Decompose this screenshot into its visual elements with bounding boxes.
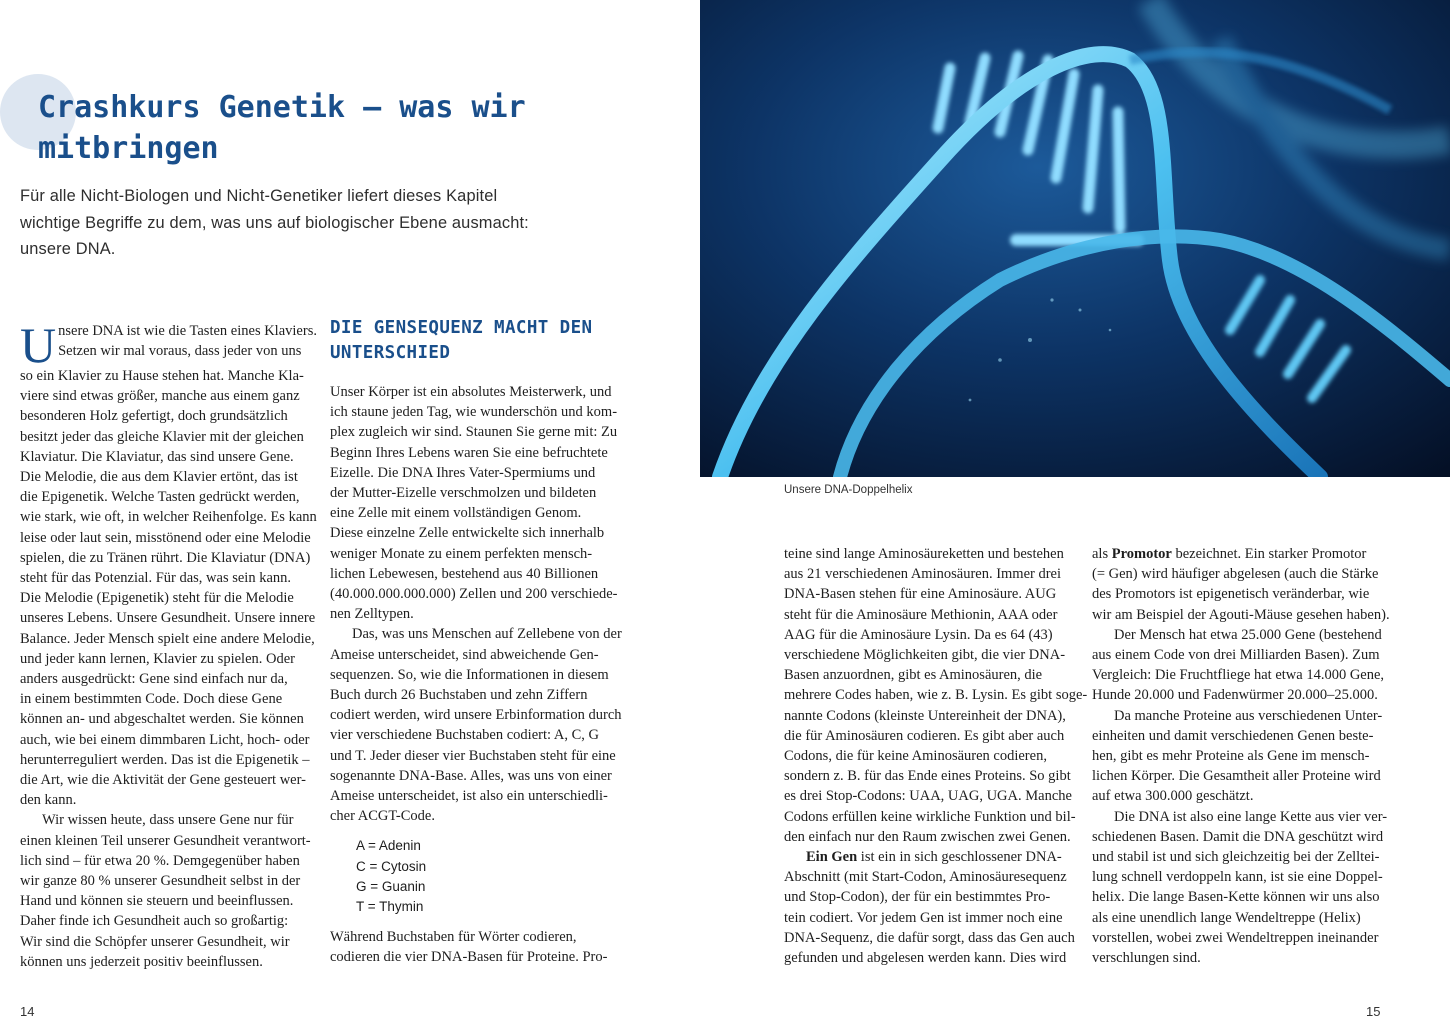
text-line: in einem bestimmten Code. Doch diese Gene xyxy=(20,691,283,708)
text-line: AAG für die Aminosäure Lysin. Da es 64 (43) xyxy=(784,626,1053,643)
text-line: die Art, wie die Aktivität der Gene gesteuert wer- xyxy=(20,772,306,789)
text-line: und T. Jeder dieser vier Buchstaben steht für eine xyxy=(330,747,616,764)
text-line: nen Zelltypen. xyxy=(330,606,414,623)
text-line: die für Aminosäuren codieren. Es gibt aber auch xyxy=(784,727,1065,744)
text-line: wie stark, wie oft, in welcher Reihenfolge. Es kann xyxy=(20,509,317,526)
text-line: Setzen wir mal voraus, dass jeder von uns xyxy=(58,343,302,360)
text-line: des Promotors ist epigenetisch veränderbar, wie xyxy=(1092,586,1370,603)
text-line: Wir sind die Schöpfer unserer Gesundheit, wir xyxy=(20,933,290,950)
bold-term: Promotor xyxy=(1111,546,1172,562)
paragraph xyxy=(330,382,620,624)
text-line: sequenzen. So, wie die Informationen in diesem xyxy=(330,666,609,683)
text-line: verschlungen sind. xyxy=(1092,950,1201,967)
text-line: teine sind lange Aminosäureketten und bestehen xyxy=(784,546,1064,562)
text-line: lichen Lebewesen, bestehend aus 40 Billionen xyxy=(330,565,599,582)
list-item: G = Guanin xyxy=(356,878,426,894)
text-line: Die Melodie, die aus dem Klavier ertönt, das ist xyxy=(20,469,298,486)
dna-base-list xyxy=(356,836,620,917)
text-line: Codons, die für keine Aminosäuren codieren, xyxy=(784,748,1047,765)
text-line: herunterreguliert werden. Das ist die Epigenetik – xyxy=(20,751,310,768)
paragraph xyxy=(330,927,620,967)
paragraph xyxy=(1092,564,1392,625)
text-line: die Epigenetik. Welche Tasten gedrückt werden, xyxy=(20,489,300,506)
text-column-1 xyxy=(20,317,317,972)
text-line: codiert werden, wird unsere Erbinformation durch xyxy=(330,707,622,724)
intro-line: Für alle Nicht-Biologen und Nicht-Genetiker liefert dieses Kapitel xyxy=(20,187,498,205)
text-line: auf etwa 300.000 geschätzt. xyxy=(1092,788,1254,805)
left-page xyxy=(0,0,700,1024)
text-line: Klaviatur. Die Klaviatur, das sind unsere Gene. xyxy=(20,448,294,465)
text-line: spielen, die zu Tränen rührt. Die Klaviatur (DNA) xyxy=(20,549,311,566)
text-fragment: bezeichnet. Ein starker Promotor xyxy=(1171,546,1367,562)
text-line: und stabil ist und sich gleichzeitig bei der Zelltei- xyxy=(1092,849,1380,866)
section-heading xyxy=(330,316,630,366)
paragraph xyxy=(1092,625,1392,706)
text-line: steht für die Aminosäure Methionin, AAA oder xyxy=(784,606,1058,623)
text-line: weniger Monate zu einem perfekten mensch- xyxy=(330,545,593,562)
text-line: Während Buchstaben für Wörter codieren, xyxy=(330,929,577,946)
text-line: sogenannte DNA-Base. Alles, was uns von einer xyxy=(330,767,612,784)
text-line: sondern z. B. für das Ende eines Proteins. So gibt xyxy=(784,768,1071,785)
text-line: aus einem Code von drei Milliarden Basen). Zum xyxy=(1092,647,1380,664)
text-line: Daher finde ich Gesundheit auch so großartig: xyxy=(20,913,289,930)
text-line: nsere DNA ist wie die Tasten eines Klaviers. xyxy=(58,323,317,339)
text-line: Abschnitt (mit Start-Codon, Aminosäuresequenz xyxy=(784,869,1067,886)
paragraph xyxy=(784,544,1088,847)
list-item: T = Thymin xyxy=(356,899,424,915)
text-line: mehrere Codes haben, wie z. B. Lysin. Es gibt soge- xyxy=(784,687,1088,704)
text-line: Eizelle. Die DNA Ihres Vater-Spermiums und xyxy=(330,464,596,481)
page-number-left: 14 xyxy=(20,1004,35,1019)
chapter-title xyxy=(38,87,638,169)
text-column-2 xyxy=(330,382,620,968)
text-line: DNA-Basen stehen für eine Aminosäure. AUG xyxy=(784,586,1057,603)
intro-line: unsere DNA. xyxy=(20,240,116,258)
text-line: besonderen Holz gefertigt, doch grundsätzlich xyxy=(20,408,288,425)
text-line: so ein Klavier zu Hause stehen hat. Manche Kla- xyxy=(20,368,304,384)
text-line: Vergleich: Die Fruchtfliege hat etwa 14.000 Gene, xyxy=(1092,667,1385,684)
paragraph xyxy=(20,810,311,972)
text-line: es drei Stop-Codons: UAA, UAG, UGA. Manche xyxy=(784,788,1072,805)
chapter-intro xyxy=(20,183,529,263)
text-line: lung schnell verdoppeln kann, ist sie eine Doppel- xyxy=(1092,869,1383,886)
text-line: Codons erfüllen keine wirkliche Funktion und bil- xyxy=(784,808,1076,825)
text-line: Hand und können sie steuern und beeinflussen. xyxy=(20,893,294,910)
list-item: A = Adenin xyxy=(356,838,421,854)
paragraph xyxy=(330,624,620,826)
text-line: (40.000.000.000.000) Zellen und 200 verschiede- xyxy=(330,586,618,603)
text-line: der Mutter-Eizelle verschmolzen und bildeten xyxy=(330,485,597,502)
text-line: verschiedene Möglichkeiten gibt, die vier DNA- xyxy=(784,647,1066,664)
paragraph xyxy=(20,366,317,810)
text-line: besitzt jeder das gleiche Klavier mit der gleichen xyxy=(20,428,304,445)
text-line: tein codiert. Vor jedem Gen ist immer noch eine xyxy=(784,909,1063,926)
text-line: anders ausgedrückt: Gene sind einfach nur da, xyxy=(20,671,288,688)
chapter-title-line: Crashkurs Genetik – was wir xyxy=(38,90,526,125)
text-line: einheiten und damit verschiedenen Genen beste- xyxy=(1092,727,1374,744)
text-line: Die Melodie (Epigenetik) steht für die Melodie xyxy=(20,590,294,607)
list-item: C = Cytosin xyxy=(356,858,427,874)
heading-line: UNTERSCHIED xyxy=(330,343,451,363)
text-line: steht für das Potenzial. Für das, was sein kann. xyxy=(20,570,292,587)
text-line: Der Mensch hat etwa 25.000 Gene (bestehend xyxy=(1114,626,1382,643)
text-fragment: ist ein in sich geschlossener DNA- xyxy=(857,849,1062,866)
text-line: lich sind – für etwa 20 %. Demgegenüber haben xyxy=(20,852,300,869)
drop-cap: U xyxy=(20,317,57,373)
dna-helix-photo xyxy=(700,0,1450,477)
paragraph xyxy=(784,847,1074,867)
text-fragment: als xyxy=(1092,546,1112,562)
text-line: Hunde 20.000 und Fadenwürmer 20.000–25.000. xyxy=(1092,687,1378,704)
paragraph xyxy=(1092,544,1392,564)
text-line: und jeder kann lernen, Klavier zu spielen. Oder xyxy=(20,650,295,667)
bold-term: Ein Gen xyxy=(806,849,858,866)
text-line: Basen anzuordnen, gibt es Aminosäuren, die xyxy=(784,667,1043,684)
chapter-title-line: mitbringen xyxy=(38,131,219,166)
text-line: (= Gen) wird häufiger abgelesen (auch die Stärke xyxy=(1092,566,1379,583)
dna-helix-illustration xyxy=(700,0,1450,477)
text-line: ich staune jeden Tag, wie wunderschön und kom- xyxy=(330,404,618,421)
text-line: Das, was uns Menschen auf Zellebene von der xyxy=(352,626,622,643)
text-line: den einfach nur den Raum zwischen zwei Genen. xyxy=(784,828,1071,845)
text-line: DNA-Sequenz, die dafür sorgt, dass das Gen auch xyxy=(784,929,1075,946)
text-line: wir am Beispiel der Agouti-Mäuse gesehen haben). xyxy=(1092,606,1390,623)
text-line: Ameise unterscheidet, ist also ein unterschiedli- xyxy=(330,788,608,805)
text-line: lichen Körper. Die Gesamtheit aller Proteine wird xyxy=(1092,768,1381,785)
text-column-3 xyxy=(784,544,1088,968)
text-line: vier verschiedene Buchstaben codiert: A, C, G xyxy=(330,727,599,744)
text-line: aus 21 verschiedenen Aminosäuren. Immer drei xyxy=(784,566,1062,583)
text-line: Da manche Proteine aus verschiedenen Unter- xyxy=(1114,707,1383,724)
text-line: Beginn Ihres Lebens waren Sie eine befruchtete xyxy=(330,444,608,461)
text-line: Ameise unterscheidet, sind abweichende Gen- xyxy=(330,646,599,663)
text-line: den kann. xyxy=(20,792,77,809)
text-line: wir ganze 80 % unserer Gesundheit selbst in der xyxy=(20,873,301,890)
text-line: Diese einzelne Zelle entwickelte sich innerhalb xyxy=(330,525,605,542)
paragraph xyxy=(1092,807,1392,969)
text-line: plex zugleich wir sind. Staunen Sie gerne mit: Zu xyxy=(330,424,618,441)
text-line: Buch durch 26 Buchstaben und zehn Ziffern xyxy=(330,687,588,704)
text-line xyxy=(1092,544,1392,564)
page-number-right: 15 xyxy=(1366,1004,1381,1019)
text-line: können an- und abgeschaltet werden. Sie können xyxy=(20,711,304,728)
text-line: helix. Die lange Basen-Kette können wir uns also xyxy=(1092,889,1380,906)
text-line: als eine unendlich lange Wendeltreppe (Helix) xyxy=(1092,909,1361,926)
paragraph xyxy=(1092,706,1392,807)
text-line: viere sind etwas größer, manche aus einem ganz xyxy=(20,388,300,405)
text-line: nannte Codons (kleinste Untereinheit der DNA), xyxy=(784,707,1066,724)
text-line: codieren die vier DNA-Basen für Proteine. Pro- xyxy=(330,949,608,966)
text-line: können uns jederzeit positiv beeinflussen. xyxy=(20,953,263,970)
text-line: gefunden und abgelesen werden kann. Dies wird xyxy=(784,950,1067,967)
text-line: schiedenen Basen. Damit die DNA geschützt wird xyxy=(1092,828,1384,845)
text-column-4 xyxy=(1092,544,1392,968)
paragraph xyxy=(784,867,1074,968)
image-caption: Unsere DNA-Doppelhelix xyxy=(784,484,913,496)
intro-line: wichtige Begriffe zu dem, was uns auf biologischer Ebene ausmacht: xyxy=(20,213,529,232)
heading-line: DIE GENSEQUENZ MACHT DEN xyxy=(330,318,593,338)
text-line: hen, gibt es mehr Proteine als Gene im mensch- xyxy=(1092,748,1370,765)
text-line: vorstellen, wobei zwei Wendeltreppen ineinander xyxy=(1092,929,1379,946)
text-line: einen kleinen Teil unserer Gesundheit verantwort- xyxy=(20,832,311,849)
text-line: und Stop-Codon), der für ein bestimmtes Pro- xyxy=(784,889,1051,906)
text-line: Wir wissen heute, dass unsere Gene nur für xyxy=(42,812,294,829)
text-line: Unser Körper ist ein absolutes Meisterwerk, und xyxy=(330,384,612,400)
text-line: cher ACGT-Code. xyxy=(330,808,435,825)
text-line: auch, wie bei einem dimmbaren Licht, hoch- oder xyxy=(20,731,310,748)
text-line: unseres Lebens. Unsere Gesundheit. Unsere innere xyxy=(20,610,316,627)
text-line: Balance. Jeder Mensch spielt eine andere Melodie, xyxy=(20,630,315,647)
text-line: leise oder laut sein, misstönend oder eine Melodie xyxy=(20,529,311,546)
text-line xyxy=(784,847,1074,867)
text-line: Die DNA ist also eine lange Kette aus vier ver- xyxy=(1114,808,1388,825)
text-line: eine Zelle mit einem vollständigen Genom. xyxy=(330,505,582,522)
